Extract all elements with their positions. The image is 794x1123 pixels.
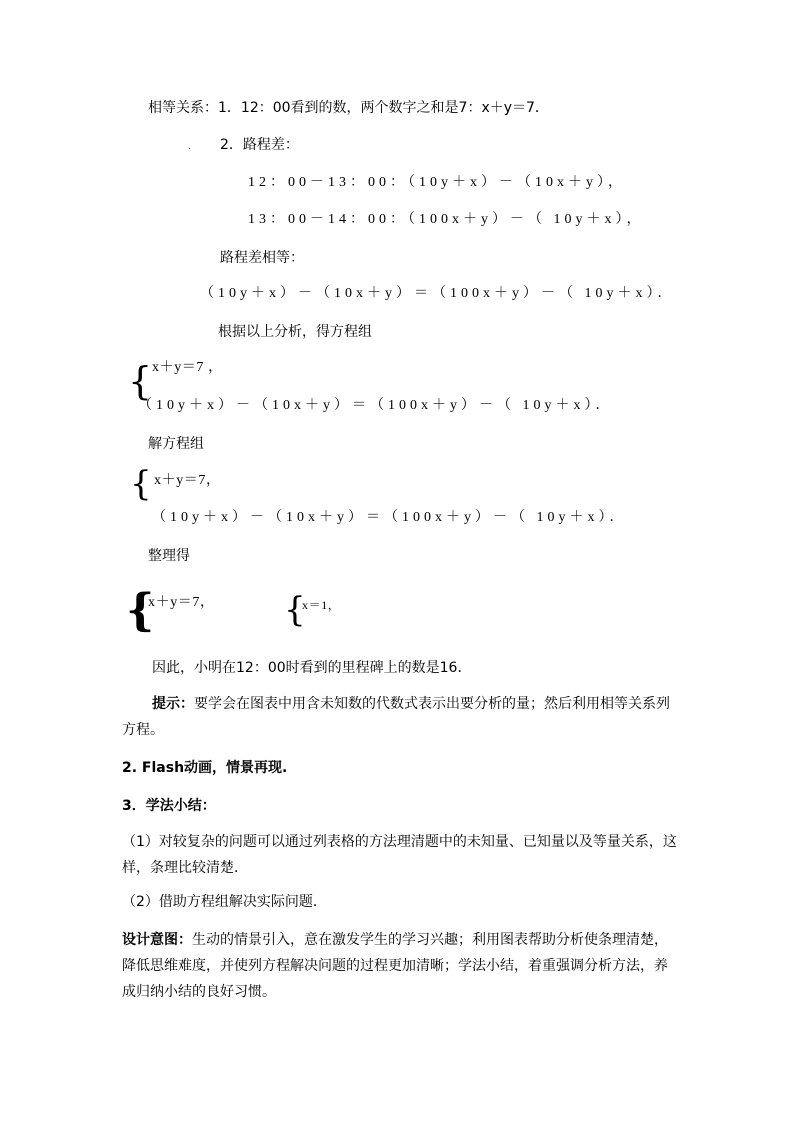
equality-relation-line: 相等关系：1．12：00看到的数，两个数字之和是7：x＋y＝7． [148, 100, 549, 116]
system3-equation-1: x＋y＝7， [148, 595, 215, 610]
analysis-conclusion: 根据以上分析，得方程组 [218, 324, 372, 340]
distance-difference-heading: 2．路程差： [220, 137, 299, 153]
system2-equation-1: x＋y＝7， [154, 473, 221, 488]
left-brace-icon: { [128, 359, 153, 403]
distance-expression-2: 13：00－14：00：（100x＋y）－（ 10y＋x）， [248, 212, 645, 227]
section-2-heading: 2. Flash动画，情景再现. [122, 760, 288, 776]
conclusion-line: 因此，小明在12：00时看到的里程碑上的数是16． [152, 660, 472, 676]
distance-equation: （10y＋x）－（10x＋y）＝（100x＋y）－（ 10y＋x）． [200, 286, 676, 301]
design-intent-paragraph [122, 927, 680, 1005]
system4-equation-1: x＝1， [302, 598, 341, 612]
system1-equation-1: x＋y＝7 ， [152, 360, 223, 375]
stray-mark: . [188, 141, 192, 152]
simplify-heading: 整理得 [148, 548, 190, 564]
left-brace-icon: { [130, 464, 152, 504]
summary-point-2: （2）借助方程组解决实际问题． [122, 894, 327, 910]
design-intent-text: 生动的情景引入，意在激发学生的学习兴趣；利用图表帮助分析使条理清楚，降低思维难度，并使列方程解决问题的过程更加清晰；学法小结，着重强调分析方法，养成归纳小结的良好习惯。 [122, 932, 668, 1000]
design-intent-label: 设计意图： [122, 932, 192, 948]
left-brace-icon: { [126, 585, 155, 636]
section-3-heading: 3．学法小结： [122, 798, 216, 814]
summary-point-1: （1）对较复杂的问题可以通过列表格的方法理清题中的未知量、已知量以及等量关系，这样，条理比较清楚． [122, 834, 677, 876]
left-brace-icon: { [284, 590, 306, 630]
hint-text: 要学会在图表中用含未知数的代数式表示出要分析的量；然后利用相等关系列方程。 [122, 696, 670, 738]
system1-equation-2: （10y＋x）－（10x＋y）＝（100x＋y）－（ 10y＋x）． [138, 398, 614, 413]
distance-equal-heading: 路程差相等： [220, 250, 304, 266]
hint-label: 提示： [152, 696, 194, 712]
hint-paragraph [122, 691, 680, 743]
solve-system-heading: 解方程组 [148, 436, 204, 452]
system2-equation-2: （10y＋x）－（10x＋y）＝（100x＋y）－（ 10y＋x）． [152, 510, 628, 525]
distance-expression-1: 12：00－13：00：（10y＋x）－（10x＋y）， [248, 175, 626, 190]
